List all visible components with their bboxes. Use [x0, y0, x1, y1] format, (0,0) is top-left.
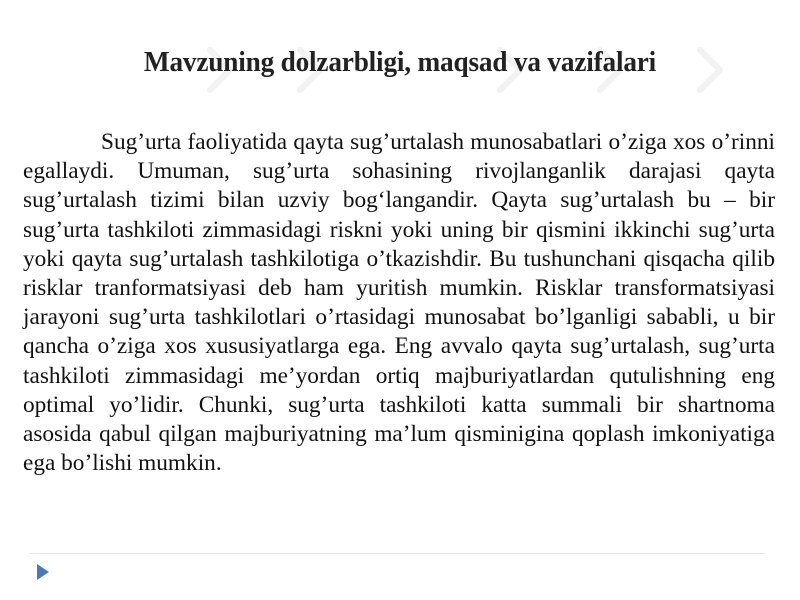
slide-title: Mavzuning dolzarbligi, maqsad va vazifalari [143, 46, 657, 78]
bottom-divider [30, 553, 765, 554]
body-paragraph: Sug’urta faoliyatida qayta sug’urtalash munosabatlari o’ziga xos o’rinni egallaydi. Umuman, sug’urta sohasining rivojlanganlik darajasi qayta sug’urtalash tizimi bilan uzviy bog‘langandir. Qayta sug’urtalash bu – bir sug’urta tashkiloti zimmasidagi riskni yoki uning bir qismini ikkinchi sug’urta yoki qayta sug’urtalash tashkilotiga o’tkazishdir. Bu tushunchani qisqacha qilib risklar tranformatsiyasi deb ham yuritish mumkin. Risklar transformatsiyasi jarayoni sug’urta tashkilotlari o’rtasidagi munosabat bo’lganligi sababli, u bir qancha o’ziga xos xususiyatlarga ega. Eng avvalo qayta sug’urtalash, sug’urta tashkiloti zimmasidagi me’yordan ortiq majburiyatlardan qutulishning eng optimal yo’lidir. Chunki, sug’urta tashkiloti katta summali bir shartnoma asosida qabul qilgan majburiyatning ma’lum qisminigina qoplash imkoniyatiga ega bo’lishi mumkin. [23, 129, 775, 477]
play-arrow-icon[interactable] [36, 563, 50, 581]
